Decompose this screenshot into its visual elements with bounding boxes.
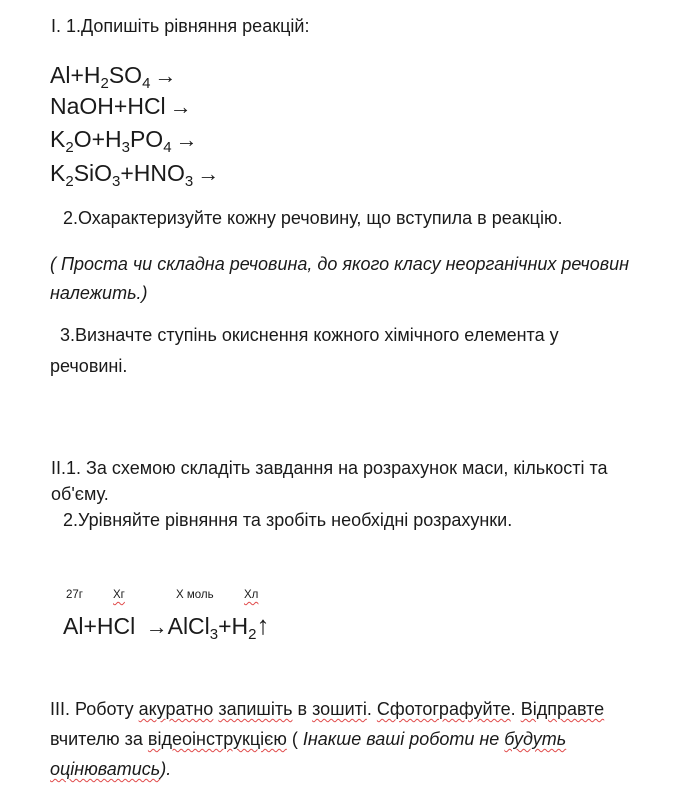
reaction-reactants: Al+HCl xyxy=(63,613,136,639)
reaction-arrow: → xyxy=(154,63,177,88)
mass-label-hcl: Хг xyxy=(113,589,125,601)
task-1-3-line-2: речовині. xyxy=(50,356,128,376)
task-3-line-1: ІІІ. Роботу акуратно запишіть в зошиті. Сфотографуйте. Відправте xyxy=(50,699,605,719)
formula-subscript: 3 xyxy=(121,139,130,156)
formula-subscript: 3 xyxy=(184,173,194,190)
task-note-line-1: ( Проста чи складна речовина, до якого класу неорганічних речовин xyxy=(50,254,630,274)
formula-subscript: 2 xyxy=(65,173,74,190)
reaction-scheme xyxy=(63,610,270,641)
formula-subscript: 3 xyxy=(112,173,121,190)
equation-3 xyxy=(50,126,198,156)
formula-text: PO xyxy=(129,126,164,152)
task-2-2: 2.Урівняйте рівняння та зробіть необхідні розрахунки. xyxy=(63,510,513,530)
formula-text: Al+H xyxy=(50,62,101,88)
task-1-2: 2.Охарактеризуйте кожну речовину, що вступила в реакцію. xyxy=(63,208,563,228)
gas-arrow-icon: ↑ xyxy=(256,610,270,640)
formula-subscript: 2 xyxy=(100,75,109,92)
formula-text: K xyxy=(50,126,66,152)
formula-text: O+H xyxy=(73,126,122,152)
formula-text: K xyxy=(50,160,66,186)
task-3-line-2: вчителю за відеоінструкцією ( Інакше ваші роботи не будуть xyxy=(50,729,567,749)
equation-4 xyxy=(50,160,220,190)
task-note-line-2: належить.) xyxy=(50,283,148,303)
formula-text: SO xyxy=(108,62,143,88)
reaction-arrow: → xyxy=(175,127,198,152)
task-heading-1: I. 1.Допишіть рівняння реакцій: xyxy=(51,16,310,36)
formula-text: AlCl xyxy=(167,613,210,639)
reaction-arrow: → xyxy=(145,614,168,639)
task-1-3-line-1: 3.Визначте ступінь окиснення кожного хімічного елемента у xyxy=(60,325,559,345)
equation-2 xyxy=(50,93,192,120)
formula-text: NaOH+HCl xyxy=(50,93,166,119)
formula-text: SiO xyxy=(73,160,113,186)
formula-subscript: 4 xyxy=(163,139,172,156)
reaction-arrow: → xyxy=(169,94,192,119)
mass-label-al: 27г xyxy=(66,589,83,601)
reaction-arrow: → xyxy=(197,161,220,186)
task-3-line-3: оцінюватись). xyxy=(50,759,172,779)
reaction-product-alcl3 xyxy=(167,613,219,643)
formula-text: +HNO xyxy=(120,160,185,186)
volume-label-h2: Хл xyxy=(244,589,259,601)
equation-1 xyxy=(50,62,177,92)
formula-subscript: 4 xyxy=(142,75,151,92)
formula-subscript: 2 xyxy=(65,139,74,156)
task-2-1-line-2: об'єму. xyxy=(51,484,109,504)
task-2-1-line-1: ІІ.1. За схемою складіть завдання на розрахунок маси, кількості та xyxy=(51,458,608,478)
reaction-h2-subscript: 2 xyxy=(248,626,257,643)
reaction-plus-h: +H xyxy=(218,613,249,639)
mole-label-alcl3: Х моль xyxy=(176,589,214,601)
formula-subscript: 3 xyxy=(209,626,219,643)
